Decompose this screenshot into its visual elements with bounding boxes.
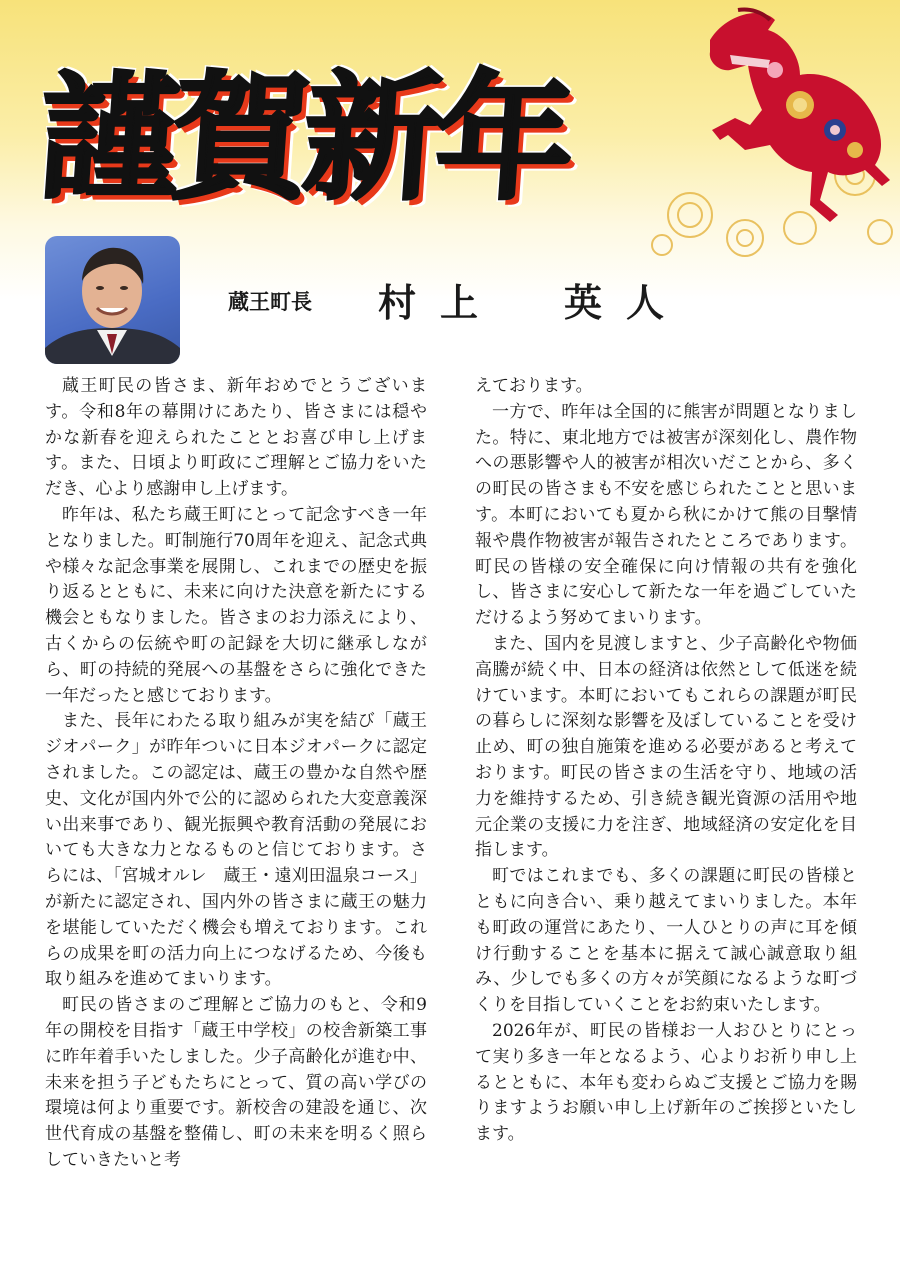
paragraph: 町ではこれまでも、多くの課題に町民の皆様とともに向き合い、乗り越えてまいりました。本年も町政の運営にあたり、一人ひとりの声に耳を傾け行動することを基本に据えて誠心誠意取り組み、少しでも多くの方々が笑顔になるような町づくりを目指していくことをお約束いたします。 <box>475 866 857 1016</box>
paragraph-continued: えております。 <box>475 376 593 396</box>
paragraph: 一方で、昨年は全国的に熊害が問題となりました。特に、東北地方では被害が深刻化し、農作物への悪影響や人的被害が相次いだことから、多くの町民の皆さまも不安を感じられたことと思います。本町においても夏から秋にかけて熊の目撃情報や農作物被害が報告されたところであります。町民の皆様の安全確保に向け情報の共有を強化し、皆さまに安心して新たな一年を過ごしていただけるよう努めてまいります。 <box>475 401 857 629</box>
paragraph: 昨年は、私たち蔵王町にとって記念すべき一年となりました。町制施行70周年を迎え、記念式典や様々な記念事業を展開し、これまでの歴史を振り返るとともに、未来に向けた決意を新たにする機会ともなりました。皆さまのお力添えにより、古くからの伝統や町の記録を大切に継承しながら、町の持続的発展への基盤をさらに強化できた一年だったと感じております。 <box>45 504 427 706</box>
paragraph: 2026年が、町民の皆様お一人おひとりにとって実り多き一年となるよう、心よりお祈り申し上るとともに、本年も変わらぬご支援とご協力を賜りますようお願い申し上げ新年のご挨拶といたします。 <box>475 1020 857 1145</box>
paragraph: 町民の皆さまのご理解とご協力のもと、令和9年の開校を目指す「蔵王中学校」の校舎新築工事に昨年着手いたしました。少子高齢化が進む中、未来を担う子どもたちにとって、質の高い学びの環境は何より重要です。新校舎の建設を通じ、次世代育成の基盤を整備し、町の未来を明るく照らしていきたいと考 <box>45 995 427 1170</box>
paragraph: 蔵王町民の皆さま、新年おめでとうございます。令和8年の幕開けにあたり、皆さまには穏やかな新春を迎えられたこととお喜び申し上げます。また、日頃より町政にご理解とご協力をいただき、心より感謝申し上げます。 <box>45 376 427 500</box>
paragraph: また、国内を見渡しますと、少子高齢化や物価高騰が続く中、日本の経済は依然として低迷を続けています。本町においてもこれらの課題が町民の暮らしに深刻な影響を及ぼしていることを受け止め、町の独自施策を進める必要があると考えております。町民の皆さまの生活を守り、地域の活力を維持するため、引き続き観光資源の活用や地元企業の支援に力を注ぎ、地域経済の安定化を目指します。 <box>475 633 857 861</box>
paragraph: また、長年にわたる取り組みが実を結び「蔵王ジオパーク」が昨年ついに日本ジオパークに認定されました。この認定は、蔵王の豊かな自然や歴史、文化が国内外で公的に認められた大変意義深い出来事であり、観光振興や教育活動の発展においても大きな力となるものと信じております。さらには、「宮城オルレ 蔵王・遠刈田温泉コース」が新たに認定され、国内外の皆さまに蔵王の魅力を堪能していただく機会も増えております。これらの成果を町の活力向上につなげるため、今後も取り組みを進めてまいります。 <box>45 711 427 990</box>
page-title: 謹賀新年 <box>34 56 574 219</box>
article-column-right <box>475 374 857 1148</box>
horse-illustration-icon <box>650 0 900 260</box>
author-role: 蔵王町長 <box>228 290 312 314</box>
article-column-left <box>45 374 427 1174</box>
author-name: 村上 英人 <box>378 280 689 325</box>
portrait-photo-icon <box>45 236 180 364</box>
horse-figure <box>710 9 890 222</box>
